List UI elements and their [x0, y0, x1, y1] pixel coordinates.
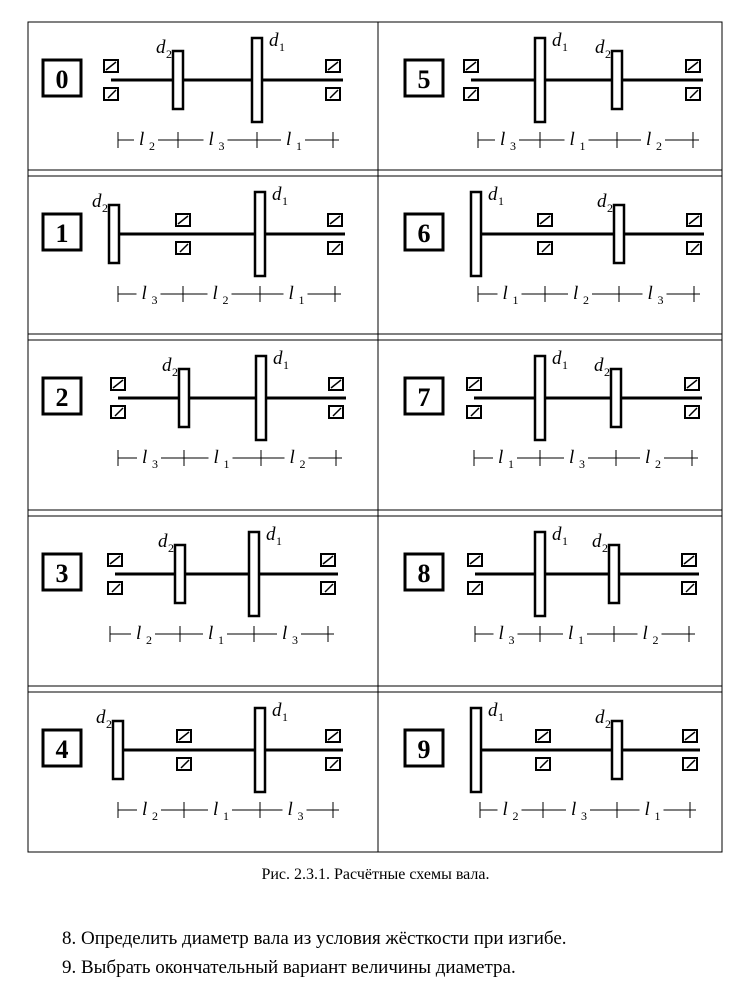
scheme-number: 7	[417, 383, 431, 412]
length-label-l2-letter: l	[139, 129, 145, 150]
diameter-label-d1	[488, 700, 504, 724]
diameter-label-d2-subscript: 2	[102, 201, 108, 215]
scheme-5	[405, 30, 703, 153]
length-label-l2-letter: l	[502, 799, 508, 820]
diameter-label-d2	[595, 37, 611, 61]
diameter-label-d2-subscript: 2	[168, 541, 174, 555]
length-label-l2-letter: l	[642, 623, 648, 644]
length-label-l2-subscript: 2	[655, 457, 661, 471]
length-label-l1-subscript: 1	[578, 633, 584, 647]
length-label-l2-letter: l	[142, 799, 148, 820]
length-label-l1-subscript: 1	[218, 633, 224, 647]
scheme-1	[43, 184, 345, 307]
length-label-l1-letter: l	[568, 623, 574, 644]
diameter-label-d1-subscript: 1	[498, 194, 504, 208]
length-label-l3-letter: l	[569, 447, 575, 468]
diameter-label-d1-letter: d	[488, 184, 498, 205]
length-label-l3-subscript: 3	[292, 633, 298, 647]
diameter-label-d2-letter: d	[594, 355, 604, 376]
length-label-l3-subscript: 3	[218, 139, 225, 153]
gear-disk-d2	[179, 369, 189, 427]
gear-disk-d1	[256, 356, 266, 440]
length-label-l1-subscript: 1	[579, 139, 586, 153]
diameter-label-d1	[552, 348, 568, 372]
gear-disk-d1	[535, 38, 545, 122]
gear-disk-d2	[609, 545, 619, 603]
scheme-2	[43, 348, 346, 471]
gear-disk-d1	[535, 532, 545, 616]
length-label-l1-subscript: 1	[223, 809, 229, 823]
diameter-label-d2	[597, 191, 613, 215]
length-label-l1-subscript: 1	[296, 139, 302, 153]
gear-disk-d2	[175, 545, 185, 603]
diameter-label-d1-subscript: 1	[276, 534, 282, 548]
gear-disk-d1	[252, 38, 262, 122]
length-label-l1-letter: l	[286, 129, 292, 150]
diameter-label-d2	[594, 355, 610, 379]
diameter-label-d2-subscript: 2	[604, 365, 610, 379]
diameter-label-d2-letter: d	[158, 531, 168, 552]
dimension-chain	[118, 128, 339, 153]
diameter-label-d2	[592, 531, 608, 555]
scheme-number: 6	[417, 219, 431, 248]
scheme-8	[405, 524, 699, 647]
length-label-l1-letter: l	[644, 799, 650, 820]
diameter-label-d1-letter: d	[552, 30, 562, 51]
dimension-chain	[118, 798, 339, 823]
length-label-l3-letter: l	[282, 623, 288, 644]
diameter-label-d2	[162, 355, 178, 379]
length-label-l1-subscript: 1	[654, 809, 661, 823]
length-label-l3-letter: l	[498, 623, 504, 644]
length-label-l2-letter: l	[646, 129, 652, 150]
length-label-l1-letter: l	[213, 799, 219, 820]
length-label-l3-letter: l	[208, 129, 214, 150]
dimension-chain	[480, 798, 696, 823]
gear-disk-d1	[249, 532, 259, 616]
gear-disk-d2	[109, 205, 119, 263]
gear-disk-d2	[173, 51, 183, 109]
gear-disk-d2	[612, 721, 622, 779]
diameter-label-d1-subscript: 1	[279, 40, 285, 54]
gear-disk-d1	[471, 708, 481, 792]
diameter-label-d1	[273, 348, 289, 372]
length-label-l2-letter: l	[645, 447, 651, 468]
diameter-label-d2-subscript: 2	[607, 201, 613, 215]
length-label-l1-letter: l	[498, 447, 504, 468]
diameter-label-d2-letter: d	[92, 191, 102, 212]
diameter-label-d1-letter: d	[488, 700, 498, 721]
diameter-label-d2-letter: d	[156, 37, 166, 58]
length-label-l2-letter: l	[573, 283, 579, 304]
diameter-label-d1-subscript: 1	[282, 710, 288, 724]
diameter-label-d1	[272, 700, 288, 724]
length-label-l3-subscript: 3	[151, 293, 158, 307]
length-label-l3-letter: l	[647, 283, 653, 304]
diameter-label-d2-subscript: 2	[166, 47, 172, 61]
length-label-l3-letter: l	[142, 447, 148, 468]
dimension-chain	[478, 128, 699, 153]
diameter-label-d1-subscript: 1	[498, 710, 504, 724]
length-label-l1-subscript: 1	[298, 293, 305, 307]
diameter-label-d1-letter: d	[552, 348, 562, 369]
length-label-l2-subscript: 2	[656, 139, 662, 153]
scheme-number: 0	[55, 65, 69, 94]
length-label-l1-letter: l	[502, 283, 508, 304]
length-label-l2-subscript: 2	[583, 293, 589, 307]
scheme-6	[405, 184, 704, 307]
dimension-chain	[478, 282, 700, 307]
diameter-label-d1	[266, 524, 282, 548]
length-label-l1-letter: l	[208, 623, 214, 644]
diameter-label-d2	[156, 37, 172, 61]
length-label-l3-letter: l	[500, 129, 506, 150]
diameter-label-d1	[552, 30, 568, 54]
diameter-label-d2	[595, 707, 611, 731]
dimension-chain	[474, 446, 698, 471]
length-label-l2-letter: l	[289, 447, 295, 468]
length-label-l3-subscript: 3	[581, 809, 587, 823]
length-label-l1-subscript: 1	[512, 293, 519, 307]
dimension-chain	[118, 446, 342, 471]
length-label-l3-subscript: 3	[579, 457, 585, 471]
diameter-label-d1-letter: d	[266, 524, 276, 545]
length-label-l1-letter: l	[288, 283, 294, 304]
length-label-l1-subscript: 1	[223, 457, 230, 471]
scheme-number: 4	[55, 735, 69, 764]
length-label-l2-subscript: 2	[652, 633, 659, 647]
dimension-chain	[118, 282, 341, 307]
diameter-label-d1-letter: d	[269, 30, 279, 51]
diameter-label-d2-letter: d	[162, 355, 172, 376]
scheme-number: 8	[417, 559, 431, 588]
gear-disk-d1	[471, 192, 481, 276]
gear-disk-d2	[611, 369, 621, 427]
gear-disk-d2	[614, 205, 624, 263]
scheme-3	[43, 524, 338, 647]
length-label-l3-letter: l	[141, 283, 147, 304]
length-label-l2-subscript: 2	[149, 139, 155, 153]
diameter-label-d2-subscript: 2	[172, 365, 178, 379]
diameter-label-d1-subscript: 1	[282, 194, 288, 208]
length-label-l3-subscript: 3	[657, 293, 664, 307]
length-label-l2-letter: l	[212, 283, 218, 304]
task-steps	[62, 924, 567, 982]
diameter-label-d1	[552, 524, 568, 548]
step-8: 8. Определить диаметр вала из условия жёсткости при изгибе.	[62, 928, 567, 949]
length-label-l2-subscript: 2	[146, 633, 152, 647]
diameter-label-d2	[92, 191, 108, 215]
length-label-l1-letter: l	[569, 129, 575, 150]
diameter-label-d1-letter: d	[552, 524, 562, 545]
diameter-label-d1-letter: d	[273, 348, 283, 369]
gear-disk-d1	[255, 192, 265, 276]
scheme-7	[405, 348, 702, 471]
dimension-chain	[110, 622, 334, 647]
length-label-l2-subscript: 2	[152, 809, 158, 823]
diameter-label-d1-subscript: 1	[562, 358, 568, 372]
diameter-label-d1-letter: d	[272, 700, 282, 721]
length-label-l3-subscript: 3	[510, 139, 516, 153]
diameter-label-d1	[272, 184, 288, 208]
length-label-l3-letter: l	[571, 799, 577, 820]
scheme-0	[43, 30, 343, 153]
length-label-l2-subscript: 2	[299, 457, 306, 471]
diameter-label-d1-letter: d	[272, 184, 282, 205]
length-label-l1-subscript: 1	[508, 457, 514, 471]
scheme-9	[405, 700, 700, 823]
length-label-l1-letter: l	[213, 447, 219, 468]
diameter-label-d2	[158, 531, 174, 555]
scheme-number: 1	[55, 219, 69, 248]
diameter-label-d2-subscript: 2	[602, 541, 608, 555]
diameter-label-d2-subscript: 2	[106, 717, 112, 731]
diameter-label-d2-letter: d	[595, 37, 605, 58]
diameter-label-d1	[488, 184, 504, 208]
diameter-label-d2-letter: d	[592, 531, 602, 552]
diameter-label-d1-subscript: 1	[283, 358, 289, 372]
gear-disk-d1	[255, 708, 265, 792]
diameter-label-d1-subscript: 1	[562, 40, 568, 54]
step-9: 9. Выбрать окончательный вариант величины диаметра.	[62, 957, 516, 978]
gear-disk-d2	[612, 51, 622, 109]
length-label-l3-subscript: 3	[508, 633, 515, 647]
scheme-number: 5	[417, 65, 431, 94]
scheme-number: 2	[55, 383, 69, 412]
diameter-label-d2	[96, 707, 112, 731]
diameter-label-d2-subscript: 2	[605, 47, 611, 61]
diameter-label-d1-subscript: 1	[562, 534, 568, 548]
gear-disk-d2	[113, 721, 123, 779]
length-label-l3-subscript: 3	[152, 457, 158, 471]
diameter-label-d2-letter: d	[597, 191, 607, 212]
diameter-label-d1	[269, 30, 285, 54]
length-label-l2-letter: l	[136, 623, 142, 644]
length-label-l3-letter: l	[287, 799, 293, 820]
figure-caption: Рис. 2.3.1. Расчётные схемы вала.	[261, 866, 490, 883]
dimension-chain	[475, 622, 695, 647]
scheme-number: 3	[55, 559, 69, 588]
length-label-l2-subscript: 2	[222, 293, 229, 307]
scheme-4	[43, 700, 343, 823]
length-label-l2-subscript: 2	[512, 809, 519, 823]
diameter-label-d2-letter: d	[595, 707, 605, 728]
diameter-label-d2-letter: d	[96, 707, 106, 728]
gear-disk-d1	[535, 356, 545, 440]
length-label-l3-subscript: 3	[297, 809, 304, 823]
diameter-label-d2-subscript: 2	[605, 717, 611, 731]
scheme-number: 9	[417, 735, 431, 764]
